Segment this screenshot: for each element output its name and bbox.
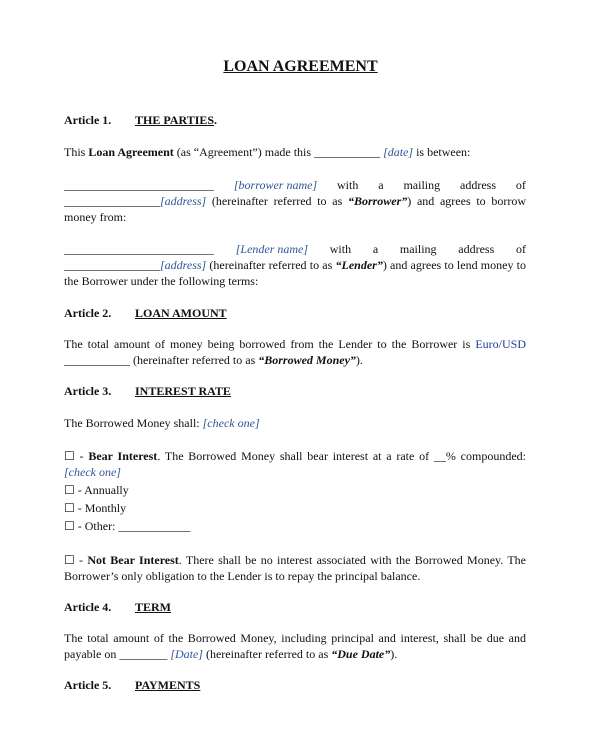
article-5-heading	[64, 677, 526, 693]
check-one-placeholder: [check one]	[64, 465, 121, 479]
bear-interest-paragraph: ☐ - Bear Interest. The Borrowed Money shall bear interest at a rate of __% compounded: [check one]	[64, 449, 526, 479]
borrower-name-blank: _________________________	[64, 178, 214, 192]
article-1-heading: Article 1. THE PARTIES.	[64, 113, 218, 127]
document-title: LOAN AGREEMENT	[223, 58, 378, 75]
lender-address-placeholder: [address]	[160, 258, 207, 272]
bear-interest-checkbox[interactable]: ☐ -	[64, 449, 89, 463]
not-bear-interest-checkbox[interactable]: ☐ -	[64, 553, 88, 567]
article-name: TERM	[135, 600, 171, 614]
lender-name-placeholder: [Lender name]	[235, 242, 309, 256]
borrowed-money-label: “Borrowed Money”	[258, 353, 356, 367]
article-name: INTEREST RATE	[135, 384, 231, 398]
lender-line-1: _________________________ [Lender name] with a mailing address of	[64, 242, 526, 256]
date-placeholder: [date]	[383, 145, 414, 159]
article-number: Article 1.	[64, 113, 112, 127]
borrower-label: “Borrower”	[347, 194, 408, 208]
borrower-paragraph	[64, 177, 526, 225]
article-name: LOAN AMOUNT	[135, 306, 227, 320]
lender-address-blank: ________________	[64, 258, 160, 272]
borrower-line-rest: ________________[address] (hereinafter referred to as “Borrower”) and agrees to borrow money from:	[64, 194, 526, 224]
due-date-label: “Due Date”	[331, 647, 391, 661]
term-paragraph: The total amount of the Borrowed Money, including principal and interest, shall be due and payable on ________ [Date] (hereinafter referred to as “Due Date”).	[64, 631, 526, 661]
article-number: Article 4.	[64, 600, 112, 614]
due-date-blank: ________	[119, 647, 168, 661]
compounding-option[interactable]: ☐ - Annually	[64, 483, 129, 497]
parties-intro: This Loan Agreement (as “Agreement”) made this ___________ [date] is between:	[64, 145, 471, 159]
article-number: Article 5.	[64, 678, 112, 692]
due-date-placeholder: [Date]	[170, 647, 203, 661]
lender-name-blank: _________________________	[64, 242, 214, 256]
compounding-option[interactable]: ☐ - Monthly	[64, 501, 127, 515]
article-2-heading	[64, 305, 526, 321]
currency-text: Euro/USD	[475, 337, 526, 351]
compounding-option[interactable]: ☐ - Other: ____________	[64, 519, 191, 533]
article-4-heading	[64, 599, 526, 615]
borrower-name-placeholder: [borrower name]	[233, 178, 318, 192]
not-bear-interest-paragraph: ☐ - Not Bear Interest. There shall be no interest associated with the Borrowed Money. The Borrower’s only obligation to the Lender is to repay the principal balance.	[64, 553, 526, 583]
article-name: THE PARTIES	[135, 113, 215, 127]
lender-line-rest: ________________[address] (hereinafter referred to as “Lender”) and agrees to lend money to the Borrower under the following terms:	[64, 258, 526, 288]
borrower-address-placeholder: [address]	[160, 194, 207, 208]
lender-paragraph	[64, 241, 526, 289]
lender-label: “Lender”	[335, 258, 383, 272]
article-3-heading	[64, 383, 526, 399]
check-one-placeholder: [check one]	[202, 416, 260, 430]
article-name: PAYMENTS	[135, 678, 201, 692]
article-number: Article 2.	[64, 306, 112, 320]
article-number: Article 3.	[64, 384, 112, 398]
interest-intro: The Borrowed Money shall: [check one]	[64, 416, 260, 430]
loan-amount-paragraph: The total amount of money being borrowed from the Lender to the Borrower is Euro/USD ___________ (hereinafter referred to as “Borrowed Money”).	[64, 337, 526, 367]
amount-blank: ___________	[64, 353, 130, 367]
borrower-address-blank: ________________	[64, 194, 160, 208]
date-blank: ___________	[314, 145, 381, 159]
borrower-line-1: _________________________ [borrower name] with a mailing address of	[64, 178, 526, 192]
